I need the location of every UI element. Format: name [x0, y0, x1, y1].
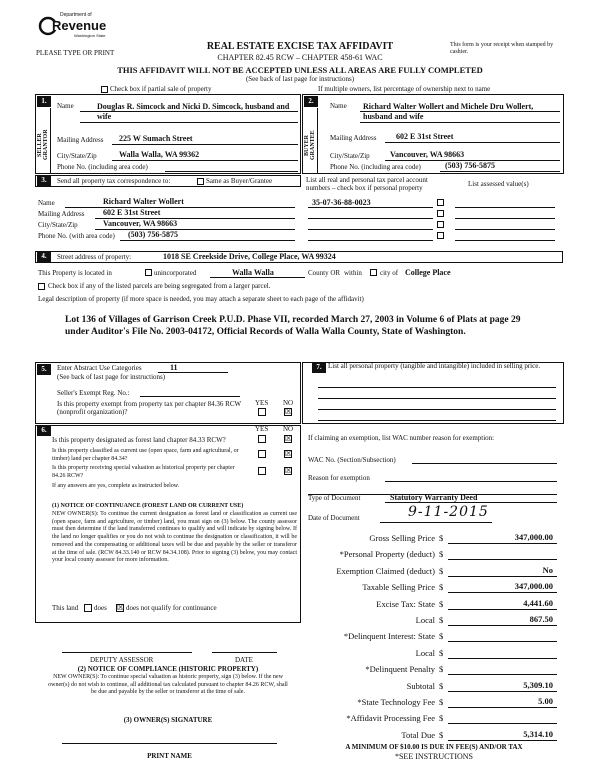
tax-row-dollar: $: [439, 697, 444, 707]
property-street[interactable]: 1018 SE Creekside Drive, College Place, WA 99324: [163, 252, 336, 261]
tax-row-dollar: $: [439, 680, 444, 691]
section-1-number: 1.: [37, 96, 51, 107]
tax-row-dollar: $: [439, 664, 444, 675]
buyer-city[interactable]: Vancouver, WA 98663: [390, 150, 465, 159]
city-checkbox[interactable]: [370, 269, 377, 276]
see-back-text: (See back of last page for instructions): [245, 75, 355, 83]
s3-name-label: Name: [38, 199, 55, 207]
s5-q1: Is this property exempt from property tax per chapter 84.36 RCW (nonprofit organization)?: [57, 400, 241, 416]
s6-yes-label: YES: [255, 425, 269, 433]
tax-row-value[interactable]: 867.50: [529, 614, 553, 624]
tax-row: [305, 662, 563, 678]
land-does-not-checkbox[interactable]: ☒: [117, 603, 125, 612]
parcel-2-checkbox[interactable]: [437, 210, 444, 217]
tax-row: [305, 580, 563, 596]
doc-type-label: Type of Document: [308, 494, 361, 502]
notice2-title: (2) NOTICE OF COMPLIANCE (HISTORIC PROPERTY): [77, 665, 259, 673]
s5-q1-yes-checkbox[interactable]: [258, 408, 266, 416]
seller-name-label: Name: [57, 102, 74, 110]
print-name-label: PRINT NAME: [147, 752, 192, 760]
tax-row-label: *Delinquent Interest: State: [343, 631, 435, 642]
s6-q4: If any answers are yes, complete as instructed below.: [52, 483, 180, 489]
s3-address[interactable]: 602 E 31st Street: [103, 208, 161, 217]
tax-row-label: Subtotal: [406, 680, 435, 691]
tax-row-label: *State Technology Fee: [357, 697, 435, 707]
tax-row: [305, 646, 563, 662]
notice3-title: (3) OWNER(S) SIGNATURE: [123, 716, 213, 724]
buyer-address-label: Mailing Address: [330, 134, 377, 142]
notice1-body: NEW OWNER(S): To continue the current designation as forest land or classification as current use (open space, farm and agriculture, or timber) land, you must sign on (3) below. The county assessor must then determine if the land transferred continues to qualify and will indicate by signing below. If the land no longer qualifies or you do not wish to continue the designation or classification, it will be removed and the compensating or additional taxes will be due and payable by the seller or transferor at the time of sale. (RCW 84.33.140 or RCW 84.34.108). Prior to signing (3) below, you may contact your local county assessor for more information.: [52, 511, 297, 564]
tax-row: [305, 597, 563, 613]
s3-city[interactable]: Vancouver, WA 98663: [103, 219, 178, 228]
tax-row-label: Total Due: [401, 729, 435, 740]
segregated-label: Check box if any of the listed parcels are being segregated from a larger parcel.: [48, 282, 271, 290]
tax-row-label: Taxable Selling Price: [362, 582, 435, 593]
send-correspondence-label: Send all property tax correspondence to:: [57, 177, 171, 185]
s3-name[interactable]: Richard Walter Wollert: [103, 197, 184, 206]
this-land-label: This land: [52, 604, 79, 612]
tax-row: [305, 547, 563, 563]
exempt-reg-label: Seller's Exempt Reg. No.:: [57, 389, 130, 397]
parcel-4-checkbox[interactable]: [437, 232, 444, 239]
parcel-number[interactable]: 35-07-36-88-0023: [312, 198, 371, 207]
seller-address[interactable]: 225 W Sumach Street: [119, 134, 193, 143]
tax-row-dollar: $: [439, 713, 444, 724]
legal-description[interactable]: Lot 136 of Villages of Garrison Creek P.U.D. Phase VII, recorded March 27, 2003 in Volume 6 of Plats at page 29 under Auditor's File No. 2003-04172, Official Records of Walla Walla County, State of Washington.: [65, 315, 521, 337]
s3-address-label: Mailing Address: [38, 210, 85, 218]
s5-yes-label: YES: [255, 399, 269, 407]
dept-line2: Revenue: [52, 18, 107, 33]
s6-q3-yes-checkbox[interactable]: [258, 467, 266, 475]
s6-no-label: NO: [283, 425, 294, 433]
tax-row-label: *Personal Property (deduct): [339, 549, 435, 560]
s3-city-label: City/State/Zip: [38, 221, 78, 229]
tax-row-value[interactable]: 347,000.00: [514, 532, 553, 542]
seller-side-label: SELLER GRANTOR: [37, 129, 49, 161]
tax-row-value[interactable]: 5,314.10: [523, 728, 553, 739]
s6-q1-no-checkbox[interactable]: ☒: [285, 434, 293, 443]
s5-see-back: (See back of last page for instructions): [57, 373, 166, 381]
s6-q1: Is this property designated as forest land chapter 84.33 RCW?: [52, 436, 226, 444]
buyer-phone[interactable]: (503) 756-5875: [445, 161, 495, 170]
tax-row-value[interactable]: 347,000.00: [514, 581, 553, 592]
form-title: REAL ESTATE EXCISE TAX AFFIDAVIT: [206, 41, 394, 52]
tax-row: [305, 531, 563, 547]
tax-row: [305, 711, 563, 727]
parcel-3-checkbox[interactable]: [437, 221, 444, 228]
section-3-number: 3.: [37, 175, 51, 186]
s5-q1-no-checkbox[interactable]: ☒: [285, 407, 293, 416]
s3-phone-label: Phone No. (with area code): [38, 232, 115, 240]
reason-label: Reason for exemption: [308, 474, 370, 482]
land-does-checkbox[interactable]: [84, 604, 92, 612]
located-label: This Property is located in: [38, 269, 112, 277]
section-6-number: 6.: [37, 425, 51, 436]
seller-address-label: Mailing Address: [57, 136, 104, 144]
buyer-name-label: Name: [330, 102, 347, 110]
personal-property-label: List all personal property (tangible and intangible) included in selling price.: [328, 362, 541, 370]
tax-row-label: Excise Tax: State: [376, 598, 435, 609]
property-city[interactable]: College Place: [405, 268, 451, 277]
buyer-city-label: City/State/Zip: [330, 152, 370, 160]
abstract-use-category[interactable]: 11: [170, 363, 178, 372]
tax-row: [305, 679, 563, 695]
same-as-buyer-label: Same as Buyer/Grantee: [206, 177, 273, 185]
assessed-value-label: List assessed value(s): [468, 180, 529, 188]
within-label: within: [344, 269, 362, 277]
seller-name[interactable]: Douglas R. Simcock and Nicki D. Simcock, husband and wife: [97, 102, 290, 121]
seller-phone-label: Phone No. (including area code): [57, 163, 148, 171]
tax-row-label: *Delinquent Penalty: [365, 664, 435, 675]
document-type[interactable]: Statutory Warranty Deed: [390, 493, 478, 502]
tax-row-dollar: $: [439, 533, 444, 543]
section-2-number: 2.: [304, 96, 318, 107]
buyer-address[interactable]: 602 E 31st Street: [396, 132, 454, 141]
same-as-buyer-checkbox[interactable]: [197, 178, 204, 185]
buyer-phone-label: Phone No. (including area code): [330, 163, 421, 171]
notice1-title: (1) NOTICE OF CONTINUANCE (FOREST LAND OR CURRENT USE): [52, 503, 244, 509]
segregated-checkbox[interactable]: [38, 283, 45, 290]
doc-date-label: Date of Document: [308, 514, 360, 522]
tax-row-label: *Affidavit Processing Fee: [346, 713, 435, 724]
tax-row-value[interactable]: 5.00: [538, 696, 553, 706]
parcel-1-checkbox[interactable]: [437, 199, 444, 206]
tax-row-dollar: $: [439, 582, 444, 593]
form-chapter: CHAPTER 82.45 RCW – CHAPTER 458-61 WAC: [217, 53, 383, 62]
tax-row-dollar: $: [439, 729, 444, 740]
tax-row-dollar: $: [439, 549, 444, 560]
tax-row-value[interactable]: No: [542, 564, 553, 575]
tax-row: [305, 613, 563, 629]
unincorporated-label: unincorporated: [154, 269, 197, 277]
dept-line1: Department of: [60, 12, 92, 18]
dor-logo: [38, 12, 118, 42]
s5-no-label: NO: [283, 399, 294, 407]
wac-label: WAC No. (Section/Subsection): [308, 456, 396, 464]
parcel-list-label: List all real and personal tax parcel account numbers – check box if personal property: [306, 176, 428, 192]
seller-city[interactable]: Walla Walla, WA 99362: [119, 150, 200, 159]
warning-text: THIS AFFIDAVIT WILL NOT BE ACCEPTED UNLESS ALL AREAS ARE FULLY COMPLETED: [117, 65, 483, 75]
seller-city-label: City/State/Zip: [57, 152, 97, 160]
abstract-use-label: Enter Abstract Use Categories: [57, 364, 142, 372]
tax-row-label: Local: [415, 647, 435, 658]
section-7: [302, 362, 564, 424]
tax-row-dollar: $: [439, 631, 444, 642]
property-county[interactable]: Walla Walla: [232, 268, 274, 277]
s3-phone[interactable]: (503) 756-5875: [128, 230, 178, 239]
s6-q3: Is this property receiving special valuation as historical property per chapter 84.26 RCW?: [52, 465, 235, 479]
s6-q1-yes-checkbox[interactable]: [258, 435, 266, 443]
tax-row-label: Local: [415, 615, 435, 625]
document-date[interactable]: 9-11-2015: [408, 504, 489, 520]
section-7-number: 7.: [312, 362, 326, 373]
partial-sale-checkbox[interactable]: [101, 86, 108, 93]
dept-line3: Washington State: [74, 33, 106, 38]
tax-row: [305, 695, 563, 711]
tax-row-dollar: $: [439, 615, 444, 625]
tax-row: [305, 728, 563, 744]
section-5-number: 5.: [37, 364, 51, 375]
section-4-number: 4.: [37, 251, 51, 262]
tax-row: [305, 564, 563, 580]
tax-row-dollar: $: [439, 565, 444, 576]
buyer-side-label: BUYER GRANTEE: [304, 130, 316, 160]
street-address-label: Street address of property:: [57, 253, 132, 261]
tax-row-dollar: $: [439, 598, 444, 609]
tax-row-label: Gross Selling Price: [369, 533, 435, 543]
deputy-assessor-label: DEPUTY ASSESSOR: [90, 656, 154, 664]
unincorporated-checkbox[interactable]: [145, 269, 152, 276]
legal-description-label: Legal description of property (if more space is needed, you may attach a separate sheet to each page of the affidavit): [38, 295, 364, 303]
tax-row: [305, 629, 563, 645]
tax-row-label: Exemption Claimed (deduct): [336, 565, 435, 576]
partial-sale-label: Check box if partial sale of property: [110, 85, 212, 93]
exemption-label: If claiming an exemption, list WAC number reason for exemption:: [308, 434, 495, 442]
tax-row-value[interactable]: 4,441.60: [523, 597, 553, 608]
s6-q2-no-checkbox[interactable]: ☒: [285, 449, 293, 458]
does-label: does: [94, 604, 107, 612]
city-of-label: city of: [380, 269, 399, 277]
s6-q3-no-checkbox[interactable]: ☒: [285, 466, 293, 475]
tax-row-value[interactable]: 5,309.10: [523, 679, 553, 690]
please-type: PLEASE TYPE OR PRINT: [36, 49, 115, 57]
notice2-body: NEW OWNER(S): To continue special valuation as historic property, sign (3) below. If the new owner(s) do not wish to continue, all additional tax calculated pursuant to chapter 84.26 RCW, shall be due and payable by the seller or transferor at the time of sale.: [48, 674, 288, 696]
does-not-label: does not qualify for continuance: [126, 604, 217, 612]
date-label: DATE: [235, 656, 253, 664]
receipt-note: This form is your receipt when stamped by cashier.: [450, 42, 554, 55]
see-instructions-note: *SEE INSTRUCTIONS: [394, 752, 473, 761]
buyer-name[interactable]: Richard Walter Wollert and Michele Dru Wollert, husband and wife: [363, 102, 534, 121]
s6-q2: Is this property classified as current use (open space, farm and agricultural, or timber) land per chapter 84.34?: [52, 448, 239, 462]
minimum-due-note: A MINIMUM OF $10.00 IS DUE IN FEE(S) AND/OR TAX: [345, 743, 523, 751]
s6-q2-yes-checkbox[interactable]: [258, 450, 266, 458]
multiple-owners-label: If multiple owners, list percentage of ownership next to name: [318, 85, 491, 93]
county-or-label: County OR: [308, 269, 341, 277]
tax-row-dollar: $: [439, 647, 444, 658]
